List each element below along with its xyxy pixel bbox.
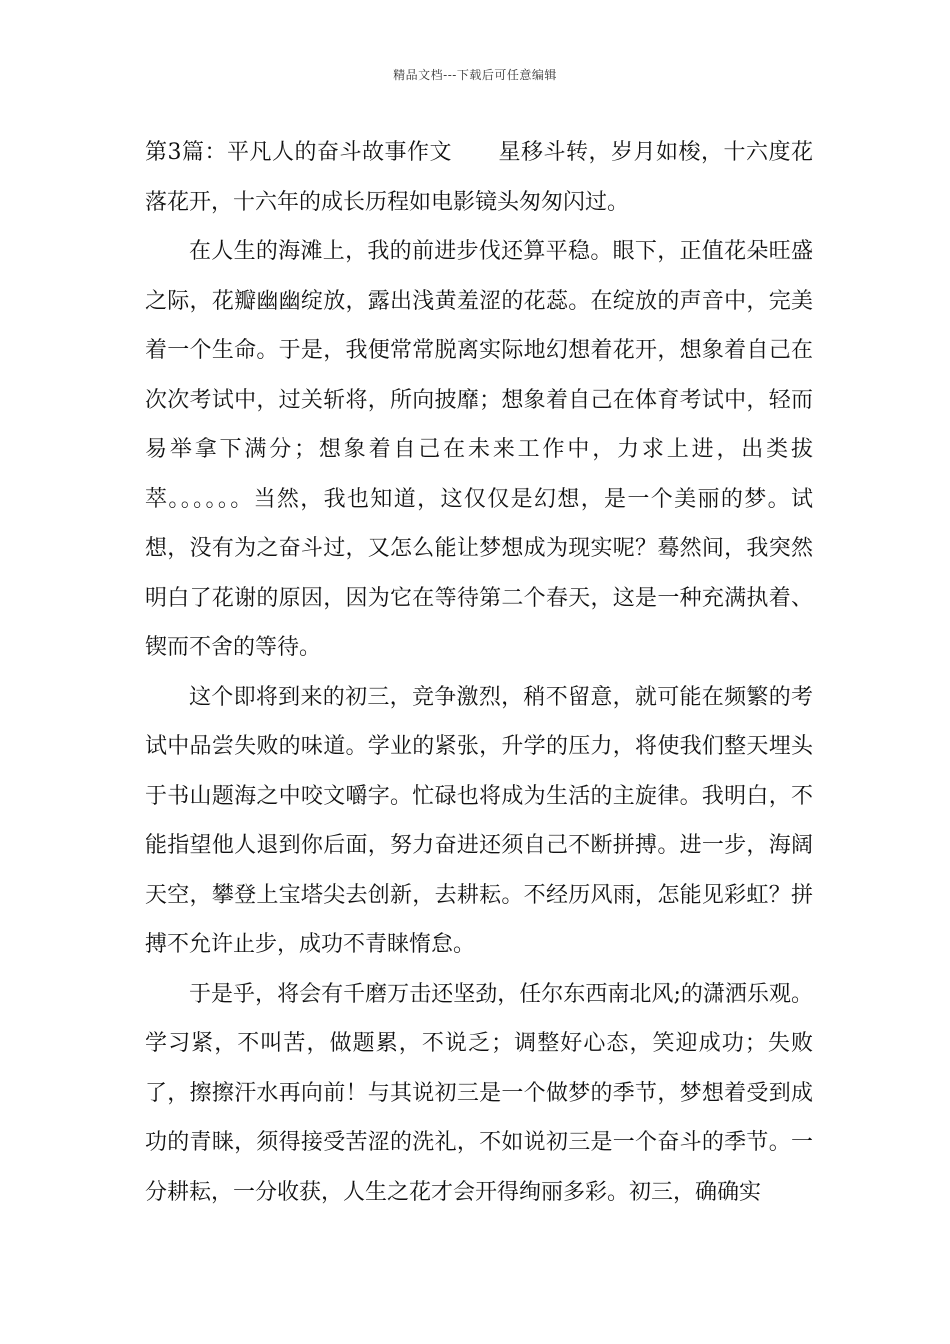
article-title: 第3篇：平凡人的奋斗故事作文 [145, 140, 452, 165]
document-body [145, 128, 813, 1217]
body-paragraph-1: 在人生的海滩上，我的前进步伐还算平稳。眼下，正值花朵旺盛之际，花瓣幽幽绽放，露出浅黄羞涩的花蕊。在绽放的声音中，完美着一个生命。于是，我便常常脱离实际地幻想着花开，想象着自己在次次考试中，过关斩将，所向披靡；想象着自己在体育考试中，轻而易举拿下满分；想象着自己在未来工作中，力求上进，出类拔萃。。。。。。当然，我也知道，这仅仅是幻想，是一个美丽的梦。试想，没有为之奋斗过，又怎么能让梦想成为现实呢？蓦然间，我突然明白了花谢的原因，因为它在等待第二个春天，这是一种充满执着、锲而不舍的等待。 [145, 239, 813, 660]
page-header: 精品文档---下载后可任意编辑 [393, 68, 557, 82]
body-paragraph-2: 这个即将到来的初三，竞争激烈，稍不留意，就可能在频繁的考试中品尝失败的味道。学业的紧张，升学的压力，将使我们整天埋头于书山题海之中咬文嚼字。忙碌也将成为生活的主旋律。我明白，不能指望他人退到你后面，努力奋进还须自己不断拼搏。进一步，海阔天空，攀登上宝塔尖去创新，去耕耘。不经历风雨，怎能见彩虹？拼搏不允许止步，成功不青睐惰怠。 [145, 684, 813, 957]
article-intro: 星移斗转，岁月如梭，十六度花落花开，十六年的成长历程如电影镜头匆匆闪过。 [145, 140, 813, 215]
title-paragraph [145, 128, 813, 227]
body-paragraph-3: 于是乎，将会有千磨万击还坚劲，任尔东西南北风;的潇洒乐观。学习紧，不叫苦，做题累，不说乏；调整好心态，笑迎成功；失败了，擦擦汗水再向前！与其说初三是一个做梦的季节，梦想着受到成功的青睐，须得接受苦涩的洗礼，不如说初三是一个奋斗的季节。一分耕耘，一分收获，人生之花才会开得绚丽多彩。初三，确确实 [145, 981, 813, 1205]
